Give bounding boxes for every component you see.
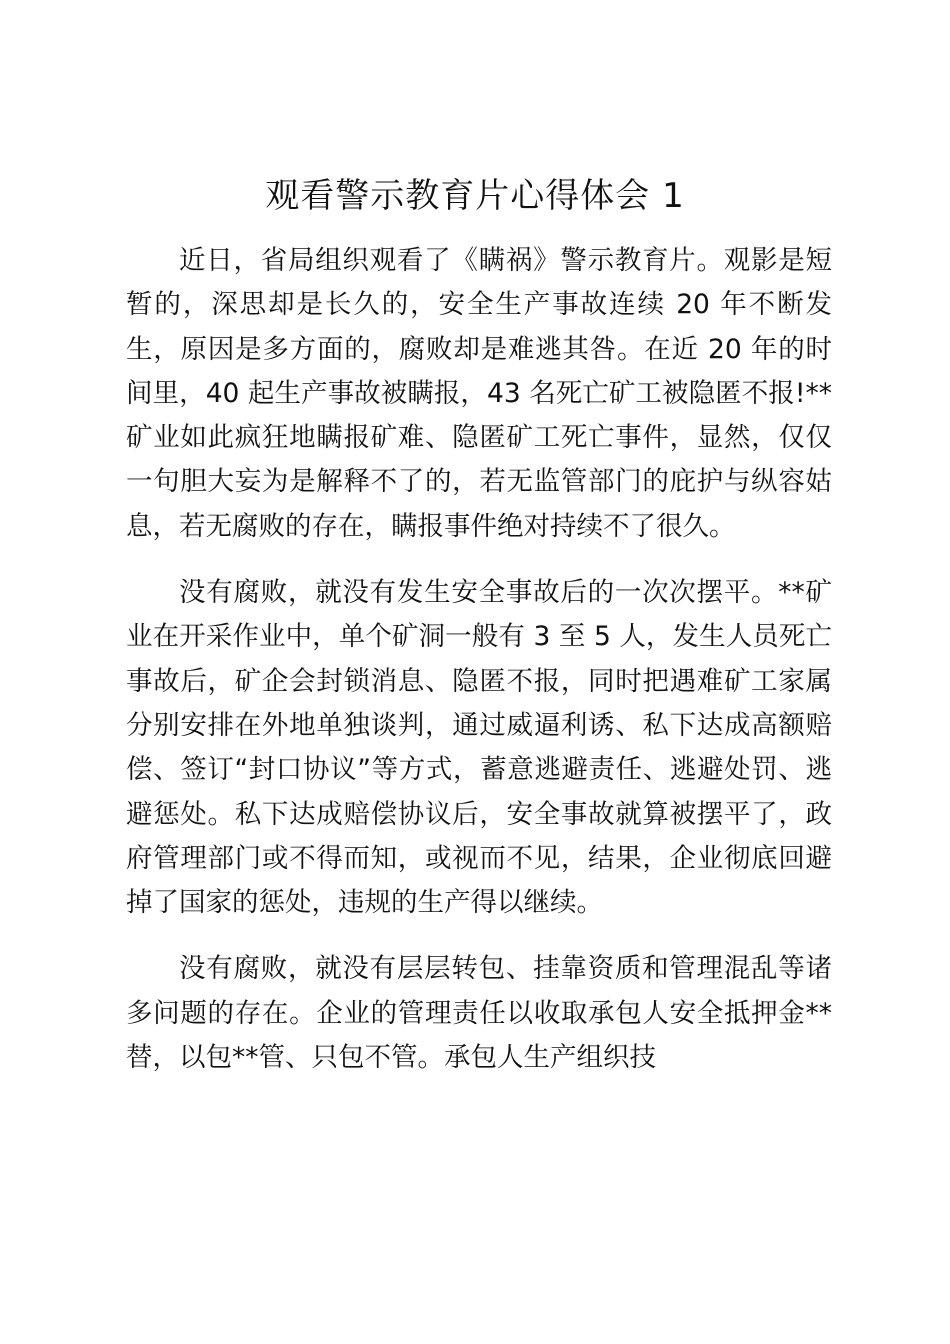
paragraph-2: 没有腐败，就没有发生安全事故后的一次次摆平。**矿业在开采作业中，单个矿洞一般有 3 至 5 人，发生人员死亡事故后，矿企会封锁消息、隐匿不报，同时把遇难矿工家属分别安排在外地单独谈判，通过威逼利诱、私下达成高额赔偿、签订“封口协议”等方式，蓄意逃避责任、逃避处罚、逃避惩处。私下达成赔偿协议后，安全事故就算被摆平了，政府管理部门或不得而知，或视而不见，结果，企业彻底回避掉了国家的惩处，违规的生产得以继续。 [126, 577, 832, 919]
document-title: 观看警示教育片心得体会 1 [265, 176, 685, 216]
paragraph-1: 近日，省局组织观看了《瞒祸》警示教育片。观影是短暂的，深思却是长久的，安全生产事故连续 20 年不断发生，原因是多方面的，腐败却是难逃其咎。在近 20 年的时间里，40 起生产事故被瞒报，43 名死亡矿工被隐匿不报!**矿业如此疯狂地瞒报矿难、隐匿矿工死亡事件，显然，仅仅一句胆大妄为是解释不了的，若无监管部门的庇护与纵容姑息，若无腐败的存在，瞒报事件绝对持续不了很久。 [126, 245, 832, 542]
paragraph-3: 没有腐败，就没有层层转包、挂靠资质和管理混乱等诸多问题的存在。企业的管理责任以收取承包人安全抵押金**替，以包**管、只包不管。承包人生产组织技 [126, 953, 832, 1074]
document-body [126, 239, 832, 1102]
